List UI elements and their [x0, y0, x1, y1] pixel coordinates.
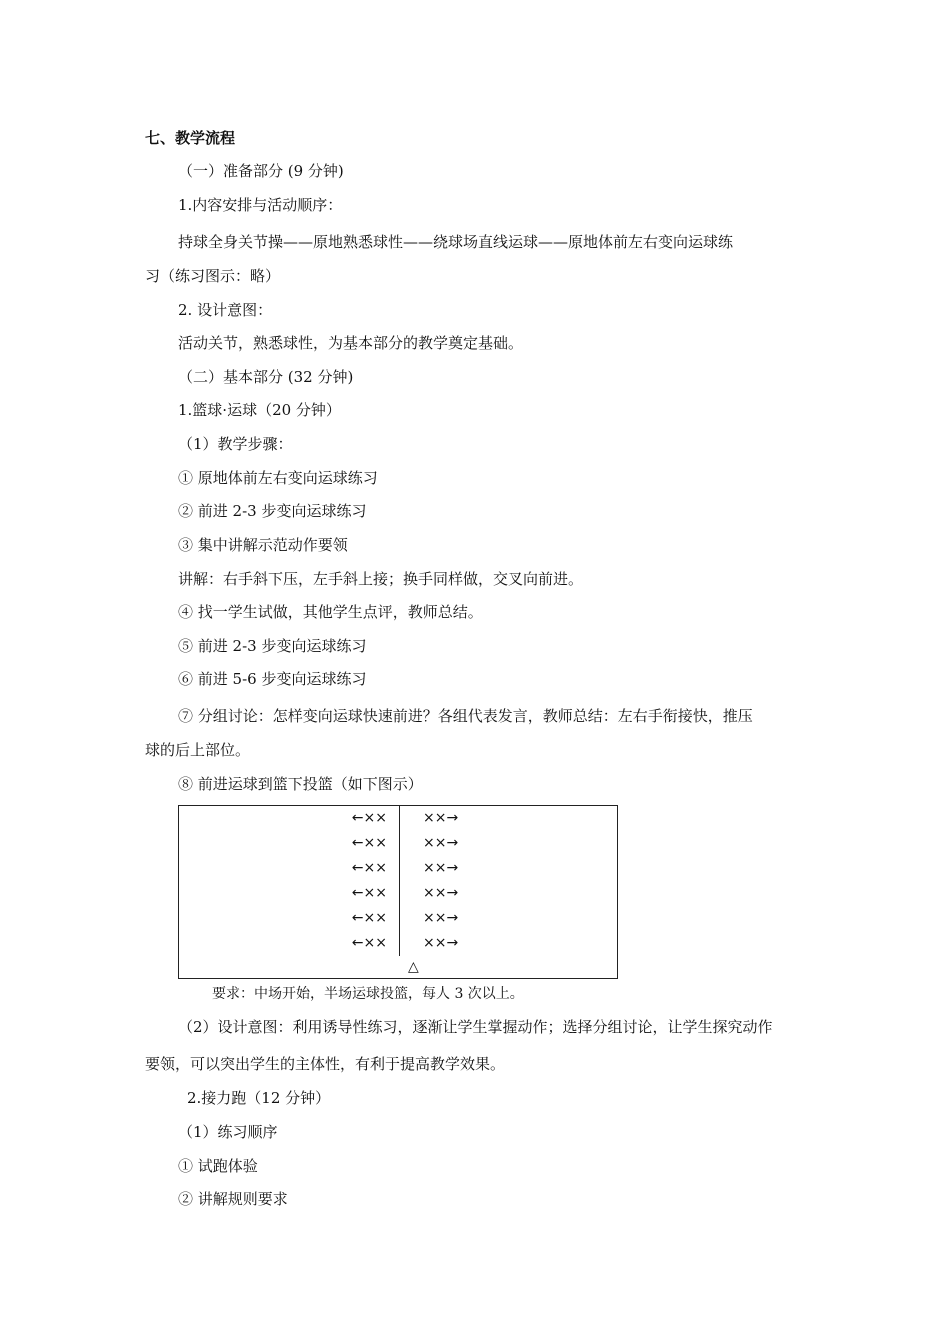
step-8: ⑧ 前进运球到篮下投篮（如下图示）	[178, 775, 423, 793]
design-intent-line1: （2）设计意图：利用诱导性练习，逐渐让学生掌握动作；选择分组讨论，让学生探究动作	[178, 1018, 773, 1036]
right-row-4: ××→	[423, 885, 459, 901]
right-row-2: ××→	[423, 835, 459, 851]
step-3: ③ 集中讲解示范动作要领	[178, 536, 348, 554]
order-heading: （1）练习顺序	[178, 1123, 278, 1141]
prep-item2-text: 活动关节，熟悉球性，为基本部分的教学奠定基础。	[178, 334, 524, 352]
order-1: ① 试跑体验	[178, 1157, 258, 1175]
basic-item2-heading: 2.接力跑（12 分钟）	[187, 1089, 331, 1107]
explain-text: 讲解：右手斜下压，左手斜上接；换手同样做，交叉向前进。	[178, 570, 584, 588]
left-row-3: ←××	[351, 860, 387, 876]
prep-heading: （一）准备部分 (9 分钟)	[178, 162, 344, 180]
section-title: 七、教学流程	[145, 129, 236, 147]
left-row-5: ←××	[351, 910, 387, 926]
right-row-6: ××→	[423, 935, 459, 951]
teacher-triangle-mark: △	[408, 959, 419, 975]
prep-item2-heading: 2. 设计意图：	[178, 301, 273, 319]
prep-item1-text-line2: 习（练习图示：略）	[145, 267, 281, 285]
step-2: ② 前进 2-3 步变向运球练习	[178, 502, 367, 520]
left-row-4: ←××	[351, 885, 387, 901]
basic-item1-heading: 1.篮球·运球（20 分钟）	[178, 401, 341, 419]
order-2: ② 讲解规则要求	[178, 1190, 288, 1208]
prep-item1-heading: 1.内容安排与活动顺序：	[178, 196, 343, 214]
dribble-drill-diagram	[178, 805, 618, 979]
step-7-line1: ⑦ 分组讨论：怎样变向运球快速前进？各组代表发言，教师总结：左右手衔接快，推压	[178, 707, 753, 725]
diagram-center-line	[399, 806, 400, 956]
left-row-6: ←××	[351, 935, 387, 951]
step-5: ⑤ 前进 2-3 步变向运球练习	[178, 637, 367, 655]
step-1: ① 原地体前左右变向运球练习	[178, 469, 378, 487]
left-row-2: ←××	[351, 835, 387, 851]
diagram-requirement: 要求：中场开始，半场运球投篮，每人 3 次以上。	[212, 986, 524, 1002]
basic-heading: （二）基本部分 (32 分钟)	[178, 368, 354, 386]
step-7-line2: 球的后上部位。	[145, 741, 251, 759]
step-4: ④ 找一学生试做，其他学生点评，教师总结。	[178, 603, 483, 621]
right-row-5: ××→	[423, 910, 459, 926]
prep-item1-text-line1: 持球全身关节操——原地熟悉球性——绕球场直线运球——原地体前左右变向运球练	[178, 233, 734, 251]
right-row-1: ××→	[423, 810, 459, 826]
step-6: ⑥ 前进 5-6 步变向运球练习	[178, 670, 367, 688]
right-row-3: ××→	[423, 860, 459, 876]
left-row-1: ←××	[351, 810, 387, 826]
steps-heading: （1）教学步骤：	[178, 435, 293, 453]
design-intent-line2: 要领，可以突出学生的主体性，有利于提高教学效果。	[145, 1055, 506, 1073]
